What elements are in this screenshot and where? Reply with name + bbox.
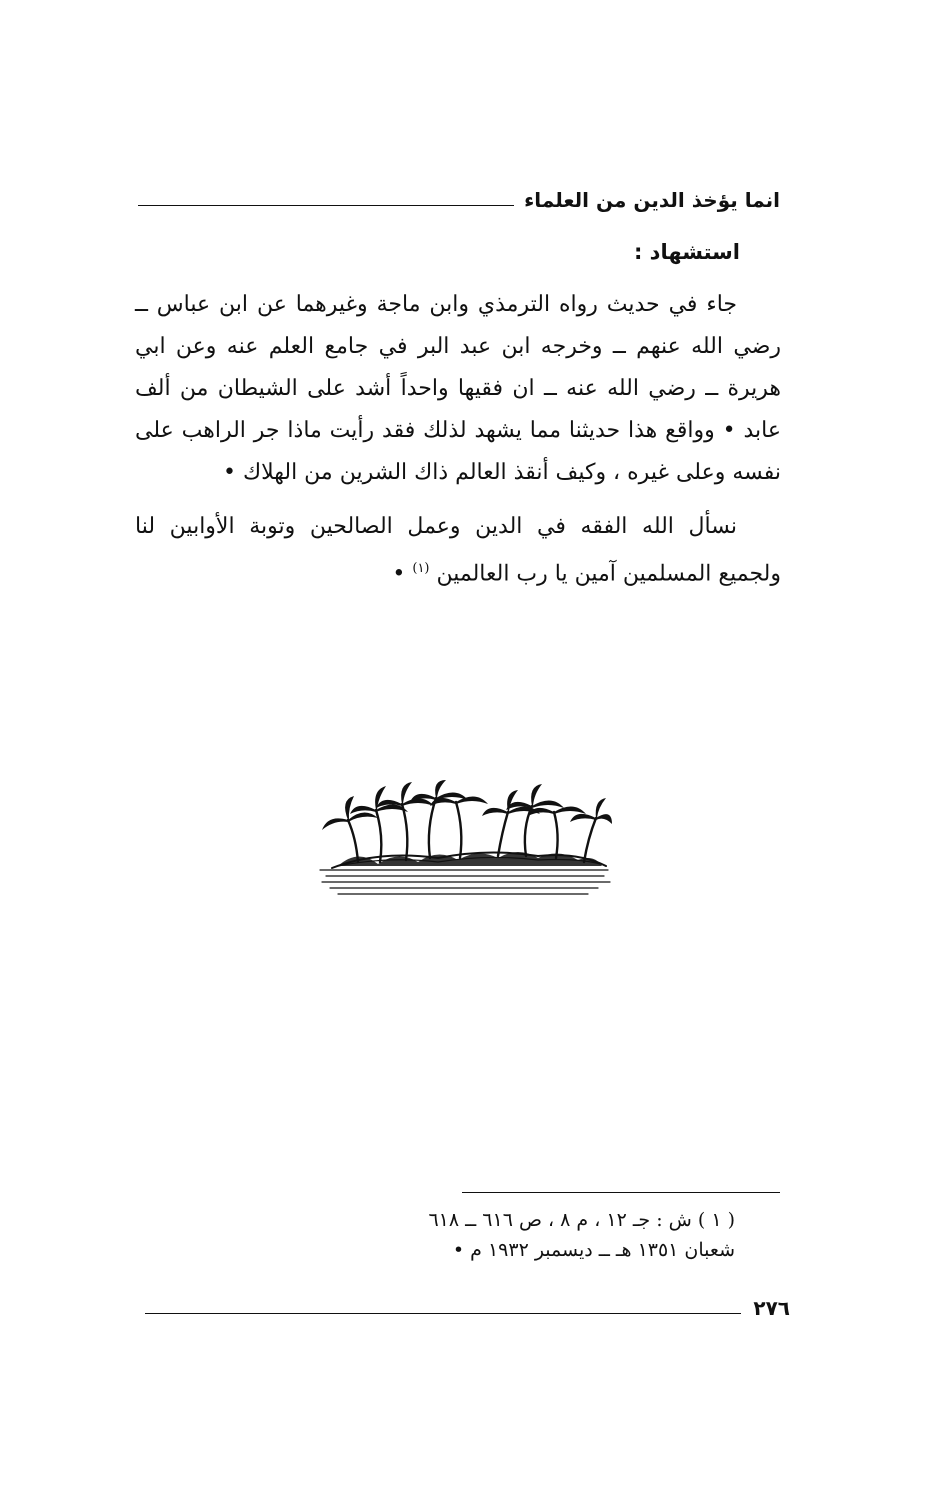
paragraph-2-end: • (392, 561, 413, 587)
footnote-reference: (١) (412, 561, 430, 576)
footer-rule (145, 1313, 741, 1314)
paragraph-1: جاء في حديث رواه الترمذي وابن ماجة وغيرهما عن ابن عباس ــ رضي الله عنهم ــ وخرجه ابن عبد البر في جامع العلم عنه وعن ابي هريرة ــ رضي الله عنه ــ ان فقيها واحداً أشد على الشيطان من ألف عابد • وواقع هذا حديثنا مما يشهد لذلك فقد رأيت ماذا جر الراهب على نفسه وعلى غيره ، وكيف أنقذ العالم ذاك الشرين من الهلاك • (135, 292, 781, 485)
footnotes (428, 1205, 735, 1265)
running-title: انما يؤخذ الدين من العلماء (524, 188, 780, 212)
running-header (138, 182, 780, 212)
header-rule (138, 205, 514, 206)
paragraph-2-text: نسأل الله الفقه في الدين وعمل الصالحين وتوبة الأوابين لنا ولجميع المسلمين آمين يا رب العالمين (135, 514, 781, 587)
page-number: ٢٧٦ (753, 1296, 790, 1320)
body-text (135, 284, 781, 595)
palm-island-icon (318, 778, 614, 902)
paragraph-2 (135, 506, 781, 595)
footnote-line-2: شعبان ١٣٥١ هـ ــ ديسمبر ١٩٣٢ م • (452, 1239, 735, 1261)
palm-island-illustration (318, 778, 614, 902)
footnote-line-1: ( ١ ) ش : جـ ١٢ ، م ٨ ، ص ٦١٦ ــ ٦١٨ (428, 1209, 735, 1231)
page-footer (145, 1290, 790, 1320)
footnote-separator (462, 1192, 780, 1193)
section-heading: استشهاد : (633, 240, 740, 264)
